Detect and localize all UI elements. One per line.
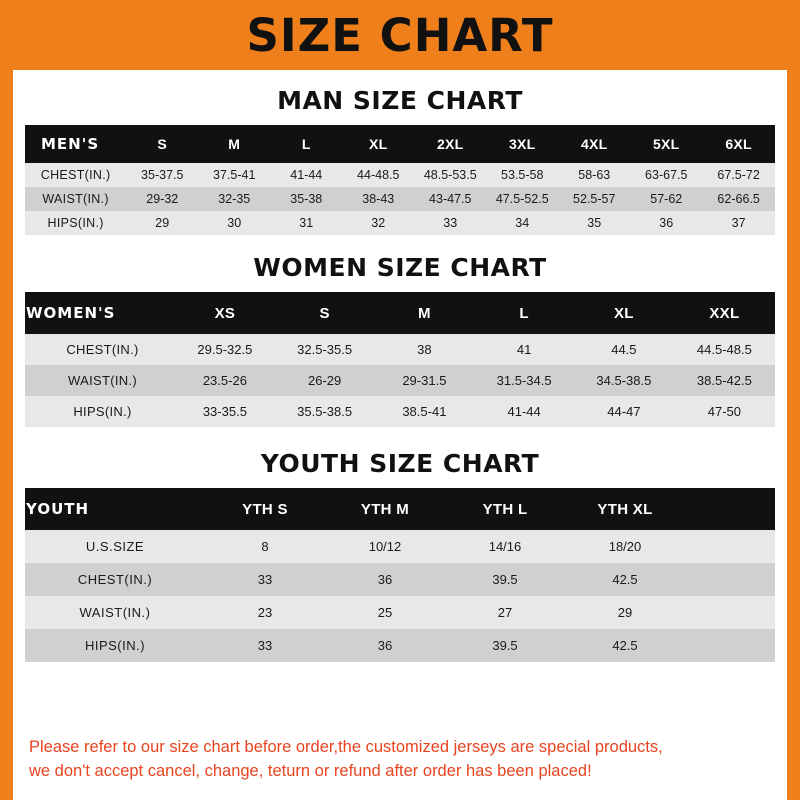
page-title: SIZE CHART [246,8,554,62]
row-label: HIPS(IN.) [25,396,175,427]
women-size-table-wrapper [25,292,775,427]
table-row [25,396,775,427]
table-row [25,187,775,211]
table-cell: 38 [375,334,475,365]
row-label: WAIST(IN.) [25,365,175,396]
table-cell: 44-47 [574,396,674,427]
youth-header-cell: YOUTH [25,488,205,530]
table-cell: 67.5-72 [702,163,775,187]
row-label: CHEST(IN.) [25,163,126,187]
man-size-table-wrapper [25,125,775,235]
table-cell: 47-50 [674,396,775,427]
man-section-title: MAN SIZE CHART [277,86,523,115]
table-cell: 35-38 [270,187,342,211]
table-cell: 39.5 [445,563,565,596]
table-cell: 30 [198,211,270,235]
table-cell: 37 [702,211,775,235]
women-header-cell: L [474,292,574,334]
youth-header-cell: YTH L [445,488,565,530]
table-cell: 32.5-35.5 [275,334,375,365]
table-cell: 31.5-34.5 [474,365,574,396]
chart-content [13,70,787,800]
youth-header-spacer [685,488,775,530]
table-cell: 18/20 [565,530,685,563]
man-header-cell: 3XL [486,125,558,163]
row-label: HIPS(IN.) [25,211,126,235]
table-cell: 53.5-58 [486,163,558,187]
table-cell: 38.5-41 [375,396,475,427]
table-cell: 44-48.5 [342,163,414,187]
table-cell: 35.5-38.5 [275,396,375,427]
youth-size-table [25,488,775,662]
table-cell: 29-31.5 [375,365,475,396]
table-cell: 8 [205,530,325,563]
table-row [25,530,775,563]
man-header-cell: 2XL [414,125,486,163]
table-cell: 34.5-38.5 [574,365,674,396]
table-cell: 14/16 [445,530,565,563]
table-cell: 47.5-52.5 [486,187,558,211]
table-cell: 35 [558,211,630,235]
table-header-row [25,292,775,334]
table-cell: 36 [325,563,445,596]
man-header-cell: 5XL [630,125,702,163]
table-cell: 33-35.5 [175,396,275,427]
table-cell: 44.5-48.5 [674,334,775,365]
table-cell: 38.5-42.5 [674,365,775,396]
women-header-cell: S [275,292,375,334]
man-header-cell: 4XL [558,125,630,163]
table-row [25,365,775,396]
table-row [25,211,775,235]
women-header-cell: XS [175,292,275,334]
table-cell: 44.5 [574,334,674,365]
table-row [25,596,775,629]
table-cell: 33 [205,629,325,662]
table-cell: 34 [486,211,558,235]
table-cell: 62-66.5 [702,187,775,211]
women-size-table [25,292,775,427]
youth-section-title: YOUTH SIZE CHART [260,449,540,478]
table-cell-spacer [685,629,775,662]
table-cell: 29-32 [126,187,198,211]
table-cell: 33 [205,563,325,596]
women-header-cell: XXL [674,292,775,334]
table-cell: 36 [325,629,445,662]
order-notice [25,726,775,800]
table-cell: 27 [445,596,565,629]
table-cell: 36 [630,211,702,235]
man-header-cell: M [198,125,270,163]
table-cell: 25 [325,596,445,629]
table-row [25,563,775,596]
table-row [25,334,775,365]
table-cell: 48.5-53.5 [414,163,486,187]
table-cell: 43-47.5 [414,187,486,211]
table-cell: 29.5-32.5 [175,334,275,365]
table-cell: 41 [474,334,574,365]
table-cell: 32 [342,211,414,235]
table-cell: 41-44 [270,163,342,187]
table-cell: 35-37.5 [126,163,198,187]
table-cell: 58-63 [558,163,630,187]
women-section-title: WOMEN SIZE CHART [253,253,547,282]
table-cell: 39.5 [445,629,565,662]
notice-line-2: we don't accept cancel, change, teturn or refund after order has been placed! [29,762,592,781]
row-label: WAIST(IN.) [25,187,126,211]
youth-size-table-wrapper [25,488,775,662]
table-cell: 26-29 [275,365,375,396]
row-label: CHEST(IN.) [25,334,175,365]
row-label: HIPS(IN.) [25,629,205,662]
man-header-cell: 6XL [702,125,775,163]
table-cell: 57-62 [630,187,702,211]
women-header-cell: WOMEN'S [25,292,175,334]
table-cell: 38-43 [342,187,414,211]
row-label: U.S.SIZE [25,530,205,563]
youth-header-cell: YTH XL [565,488,685,530]
table-cell: 23.5-26 [175,365,275,396]
women-header-cell: M [375,292,475,334]
table-row [25,629,775,662]
man-size-table [25,125,775,235]
man-header-cell: XL [342,125,414,163]
table-cell: 42.5 [565,563,685,596]
man-header-cell: L [270,125,342,163]
table-cell: 63-67.5 [630,163,702,187]
table-cell-spacer [685,530,775,563]
table-cell: 37.5-41 [198,163,270,187]
table-cell: 29 [126,211,198,235]
table-header-row [25,125,775,163]
row-label: WAIST(IN.) [25,596,205,629]
women-header-cell: XL [574,292,674,334]
table-cell-spacer [685,563,775,596]
table-cell: 32-35 [198,187,270,211]
man-header-cell: S [126,125,198,163]
table-cell: 10/12 [325,530,445,563]
table-cell: 33 [414,211,486,235]
table-cell: 29 [565,596,685,629]
table-row [25,163,775,187]
table-cell: 52.5-57 [558,187,630,211]
man-header-cell: MEN'S [25,125,126,163]
notice-line-1: Please refer to our size chart before order,the customized jerseys are special products, [29,738,663,757]
table-cell: 42.5 [565,629,685,662]
table-cell-spacer [685,596,775,629]
row-label: CHEST(IN.) [25,563,205,596]
youth-header-cell: YTH M [325,488,445,530]
table-cell: 23 [205,596,325,629]
youth-header-cell: YTH S [205,488,325,530]
table-header-row [25,488,775,530]
table-cell: 41-44 [474,396,574,427]
table-cell: 31 [270,211,342,235]
page-banner [13,0,787,70]
